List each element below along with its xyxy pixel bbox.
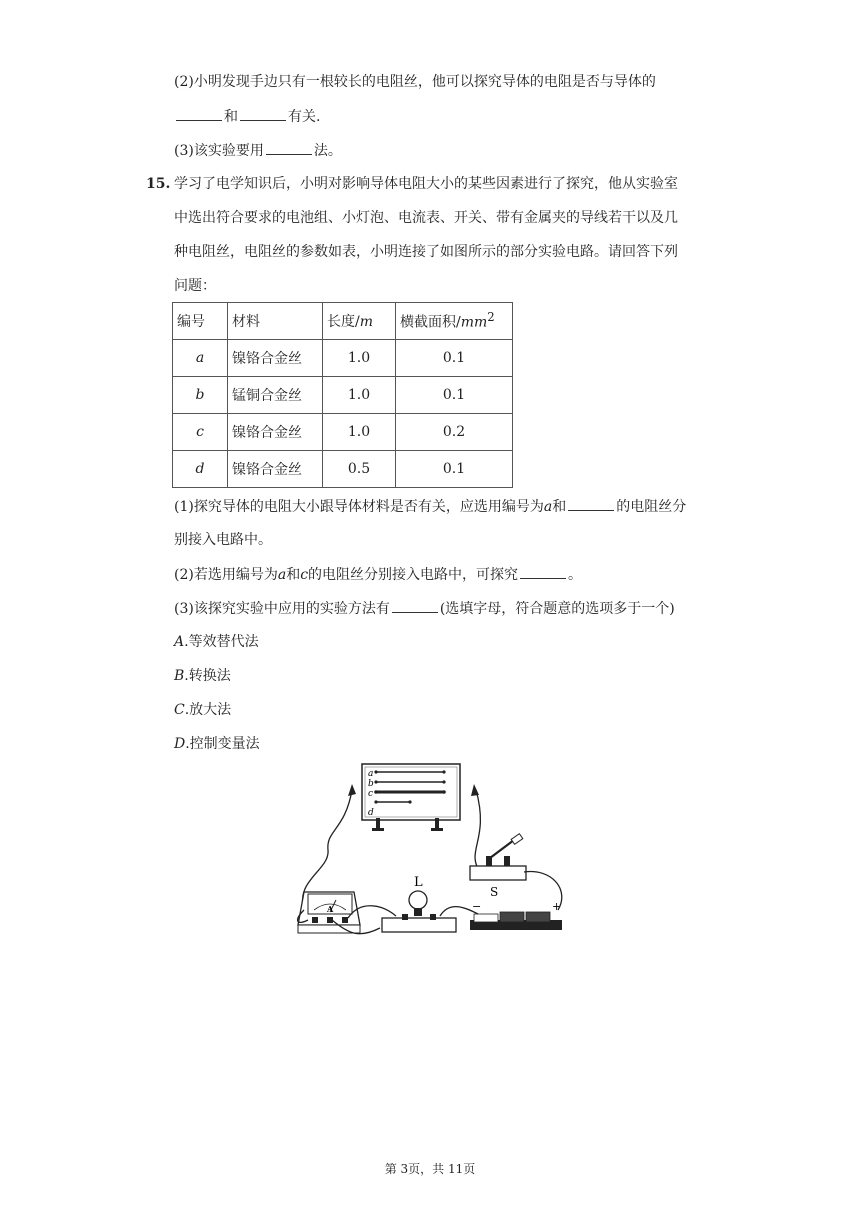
option-text: .等效替代法 [184, 634, 259, 650]
switch [470, 834, 526, 899]
q15-sub3 [174, 598, 675, 619]
q15-stem-line: 种电阻丝，电阻丝的参数如表，小明连接了如图所示的部分实验电路。请回答下列 [174, 244, 678, 260]
resistance-wire-board [362, 764, 460, 831]
board-label-c: c [368, 789, 374, 799]
option-letter: A [174, 634, 185, 650]
answer-blank[interactable] [568, 496, 614, 511]
cell-area: 0.2 [396, 414, 513, 451]
option-text: .放大法 [184, 702, 232, 718]
table-header-row [173, 303, 513, 340]
sub1-post: 的电阻丝分 [616, 499, 687, 515]
table-row [173, 451, 513, 488]
wire-to-board-right [475, 790, 480, 872]
answer-blank[interactable] [266, 140, 312, 155]
option-letter: D [174, 736, 186, 752]
arrow-icon [348, 784, 356, 796]
battery-icon [526, 912, 550, 922]
q14-part3-pre: (3)该实验要用 [174, 143, 264, 159]
sub2-mid: 和 [286, 567, 301, 583]
q14-part2-line1 [174, 72, 656, 92]
option-d[interactable] [174, 734, 260, 754]
q14-part3 [174, 140, 342, 161]
answer-blank[interactable] [392, 598, 438, 613]
q14-part2-line2 [174, 106, 320, 127]
header-length [323, 303, 396, 340]
cell-id: c [173, 414, 228, 451]
cell-material: 镍铬合金丝 [228, 414, 323, 451]
option-c[interactable] [174, 700, 231, 720]
cell-length: 0.5 [323, 451, 396, 488]
question-number: 15. [146, 176, 171, 192]
q15-stem-line: 问题： [174, 278, 216, 294]
cell-length: 1.0 [323, 414, 396, 451]
ammeter-label: A [327, 904, 334, 914]
option-text: .控制变量法 [185, 736, 260, 752]
length-unit: m [359, 314, 373, 330]
switch-label: S [490, 885, 499, 899]
cell-id: b [173, 377, 228, 414]
sub2-post1: 的电阻丝分别接入电路中，可探究 [308, 567, 519, 583]
cell-id: a [173, 340, 228, 377]
table-row [173, 340, 513, 377]
header-length-text: 长度/ [327, 314, 360, 330]
header-area [396, 303, 513, 340]
circuit-figure [290, 760, 580, 950]
table-row [173, 414, 513, 451]
answer-blank[interactable] [176, 106, 222, 121]
header-material: 材料 [228, 303, 323, 340]
option-letter: B [174, 668, 185, 684]
q14-and-text: 和 [224, 109, 238, 125]
page-footer: 第 3页，共 11页 [384, 1162, 476, 1176]
battery-pack [470, 900, 562, 930]
cell-id: d [173, 451, 228, 488]
area-unit: mm [460, 314, 488, 331]
lamp-label: L [414, 875, 423, 890]
lamp [382, 875, 456, 932]
q14-part3-post: 法。 [313, 143, 342, 159]
sub3-post: (选填字母，符合题意的选项多于一个) [439, 601, 675, 617]
sub2-post2: 。 [568, 567, 583, 583]
sub1-pre: (1)探究导体的电阻大小跟导体材料是否有关，应选用编号为 [174, 499, 544, 515]
plus-label: + [552, 900, 562, 913]
q15-stem-line: 学习了电学知识后，小明对影响导体电阻大小的某些因素进行了探究，他从实验室 [174, 176, 678, 192]
cell-material: 锰铜合金丝 [228, 377, 323, 414]
cell-material: 镍铬合金丝 [228, 340, 323, 377]
ammeter [298, 892, 360, 933]
table-row [173, 377, 513, 414]
sub2-pre: (2)若选用编号为 [174, 567, 278, 583]
q15-stem-line: 中选出符合要求的电池组、小灯泡、电流表、开关、带有金属夹的导线若干以及几 [174, 210, 678, 226]
bulb-icon [409, 891, 427, 909]
cell-area: 0.1 [396, 451, 513, 488]
board-label-b: b [368, 779, 374, 789]
sub1-var: a [543, 499, 553, 515]
board-label-a: a [368, 769, 374, 779]
header-id: 编号 [173, 303, 228, 340]
area-unit-exponent: 2 [487, 310, 495, 325]
battery-icon [500, 912, 524, 922]
cell-length: 1.0 [323, 340, 396, 377]
parameter-table [172, 302, 513, 488]
cell-area: 0.1 [396, 340, 513, 377]
q15-sub1-line2: 别接入电路中。 [174, 532, 272, 548]
sub2-var2: c [300, 567, 309, 583]
cell-length: 1.0 [323, 377, 396, 414]
minus-label: − [472, 900, 482, 913]
q15-sub1-line1 [174, 496, 686, 517]
cell-material: 镍铬合金丝 [228, 451, 323, 488]
board-label-d: d [368, 808, 374, 818]
answer-blank[interactable] [240, 106, 286, 121]
option-a[interactable] [174, 632, 259, 652]
option-letter: C [174, 702, 185, 718]
q14-end-text: 有关. [288, 109, 321, 125]
q15-sub2 [174, 564, 582, 585]
sub1-mid: 和 [552, 499, 567, 515]
q14-part2-text: (2)小明发现手边只有一根较长的电阻丝，他可以探究导体的电阻是否与导体的 [174, 74, 656, 90]
cell-area: 0.1 [396, 377, 513, 414]
sub3-pre: (3)该探究实验中应用的实验方法有 [174, 601, 390, 617]
option-text: .转换法 [184, 668, 231, 684]
sub2-var1: a [277, 567, 287, 583]
answer-blank[interactable] [520, 564, 566, 579]
option-b[interactable] [174, 666, 231, 686]
arrow-icon [471, 784, 479, 796]
header-area-text: 横截面积/ [400, 314, 461, 331]
